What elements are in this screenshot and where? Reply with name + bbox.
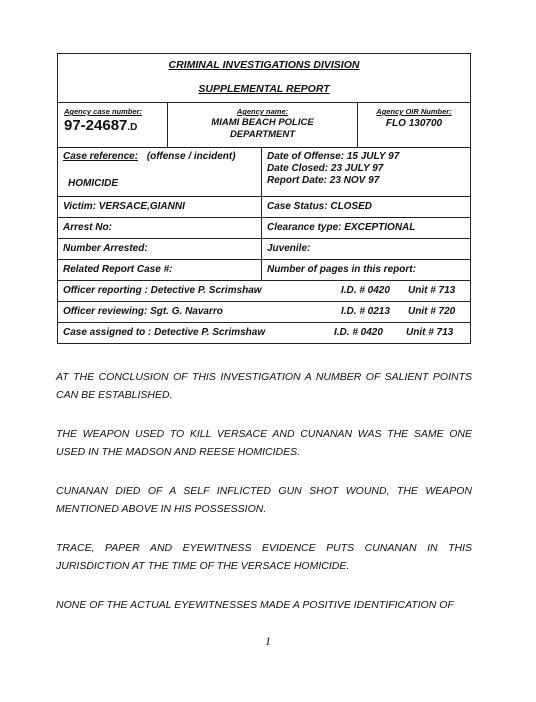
officer-reviewing-unit: Unit # 720 [408,306,456,317]
agency-oir-number: FLO 130700 [385,118,443,129]
agency-oir-label: Agency OIR Number: [376,107,452,116]
case-reference-label: Case reference: [63,151,139,162]
agency-name-line1: MIAMI BEACH POLICE [211,117,314,128]
officer-reviewing-id: I.D. # 0213 [341,306,390,317]
case-number-suffix: .D [127,122,138,133]
case-assigned-unit: Unit # 713 [406,327,454,338]
arrest-row [58,218,470,239]
officer-reviewing: Officer reviewing: Sgt. G. Navarro [63,306,223,317]
related-report-field: Related Report Case #: [58,260,262,280]
agency-name-cell [168,103,358,147]
case-reference-hint: (offense / incident) [146,151,236,162]
agency-name-line2: DEPARTMENT [229,129,296,140]
officer-reporting-unit: Unit # 713 [408,285,456,296]
agency-case-number: 97-24687.D [64,117,138,134]
officer-reporting-id: I.D. # 0420 [341,285,390,296]
paragraph-4: TRACE, PAPER AND EYEWITNESS EVIDENCE PUTS CUNANAN IN THIS JURISDICTION AT THE TIME OF THE VERSACE HOMICIDE. [56,542,472,572]
case-assigned-to: Case assigned to : Detective P. Scrimshaw [63,327,266,338]
case-reference-cell [58,148,262,196]
case-status-field: Case Status: CLOSED [267,201,373,212]
case-assigned-id: I.D. # 0420 [334,327,383,338]
clearance-type-field: Clearance type: EXCEPTIONAL [267,222,416,233]
number-arrested-row [58,239,470,260]
report-date: Report Date: 23 NOV 97 [267,175,380,186]
victim-row [58,197,470,218]
agency-oir-cell [358,103,470,147]
date-of-offense: Date of Offense: 15 JULY 97 [267,151,400,162]
agency-row [58,103,470,148]
agency-case-cell [58,103,168,147]
offense-value: HOMICIDE [68,178,118,189]
dates-cell [262,148,470,196]
report-type-title: SUPPLEMENTAL REPORT [198,83,330,95]
related-report-row [58,260,470,281]
officer-reporting: Officer reporting : Detective P. Scrimshaw [63,285,262,296]
agency-case-label: Agency case number: [64,107,142,116]
arrest-no-field: Arrest No: [58,218,262,238]
division-title: CRIMINAL INVESTIGATIONS DIVISION [168,59,360,71]
number-arrested-field: Number Arrested: [58,239,262,259]
case-reference-row [58,148,470,197]
date-closed: Date Closed: 23 JULY 97 [267,163,384,174]
victim-field: Victim: VERSACE,GIANNI [58,197,262,217]
pages-in-report-field: Number of pages in this report: [267,264,416,275]
page-number: 1 [265,634,271,648]
title-block [58,54,470,103]
paragraph-5: NONE OF THE ACTUAL EYEWITNESSES MADE A POSITIVE IDENTIFICATION OF [56,599,454,611]
officer-reporting-row [58,281,470,302]
agency-name-label: Agency name: [236,107,289,116]
report-form [57,53,471,344]
paragraph-1: AT THE CONCLUSION OF THIS INVESTIGATION A NUMBER OF SALIENT POINTS CAN BE ESTABLISHED. [56,371,472,401]
paragraph-3: CUNANAN DIED OF A SELF INFLICTED GUN SHOT WOUND, THE WEAPON MENTIONED ABOVE IN HIS POSSESSION. [56,485,472,515]
case-assigned-row [58,323,470,343]
officer-reviewing-row [58,302,470,323]
paragraph-2: THE WEAPON USED TO KILL VERSACE AND CUNANAN WAS THE SAME ONE USED IN THE MADSON AND REESE HOMICIDES. [56,428,472,458]
juvenile-field: Juvenile: [267,243,311,254]
